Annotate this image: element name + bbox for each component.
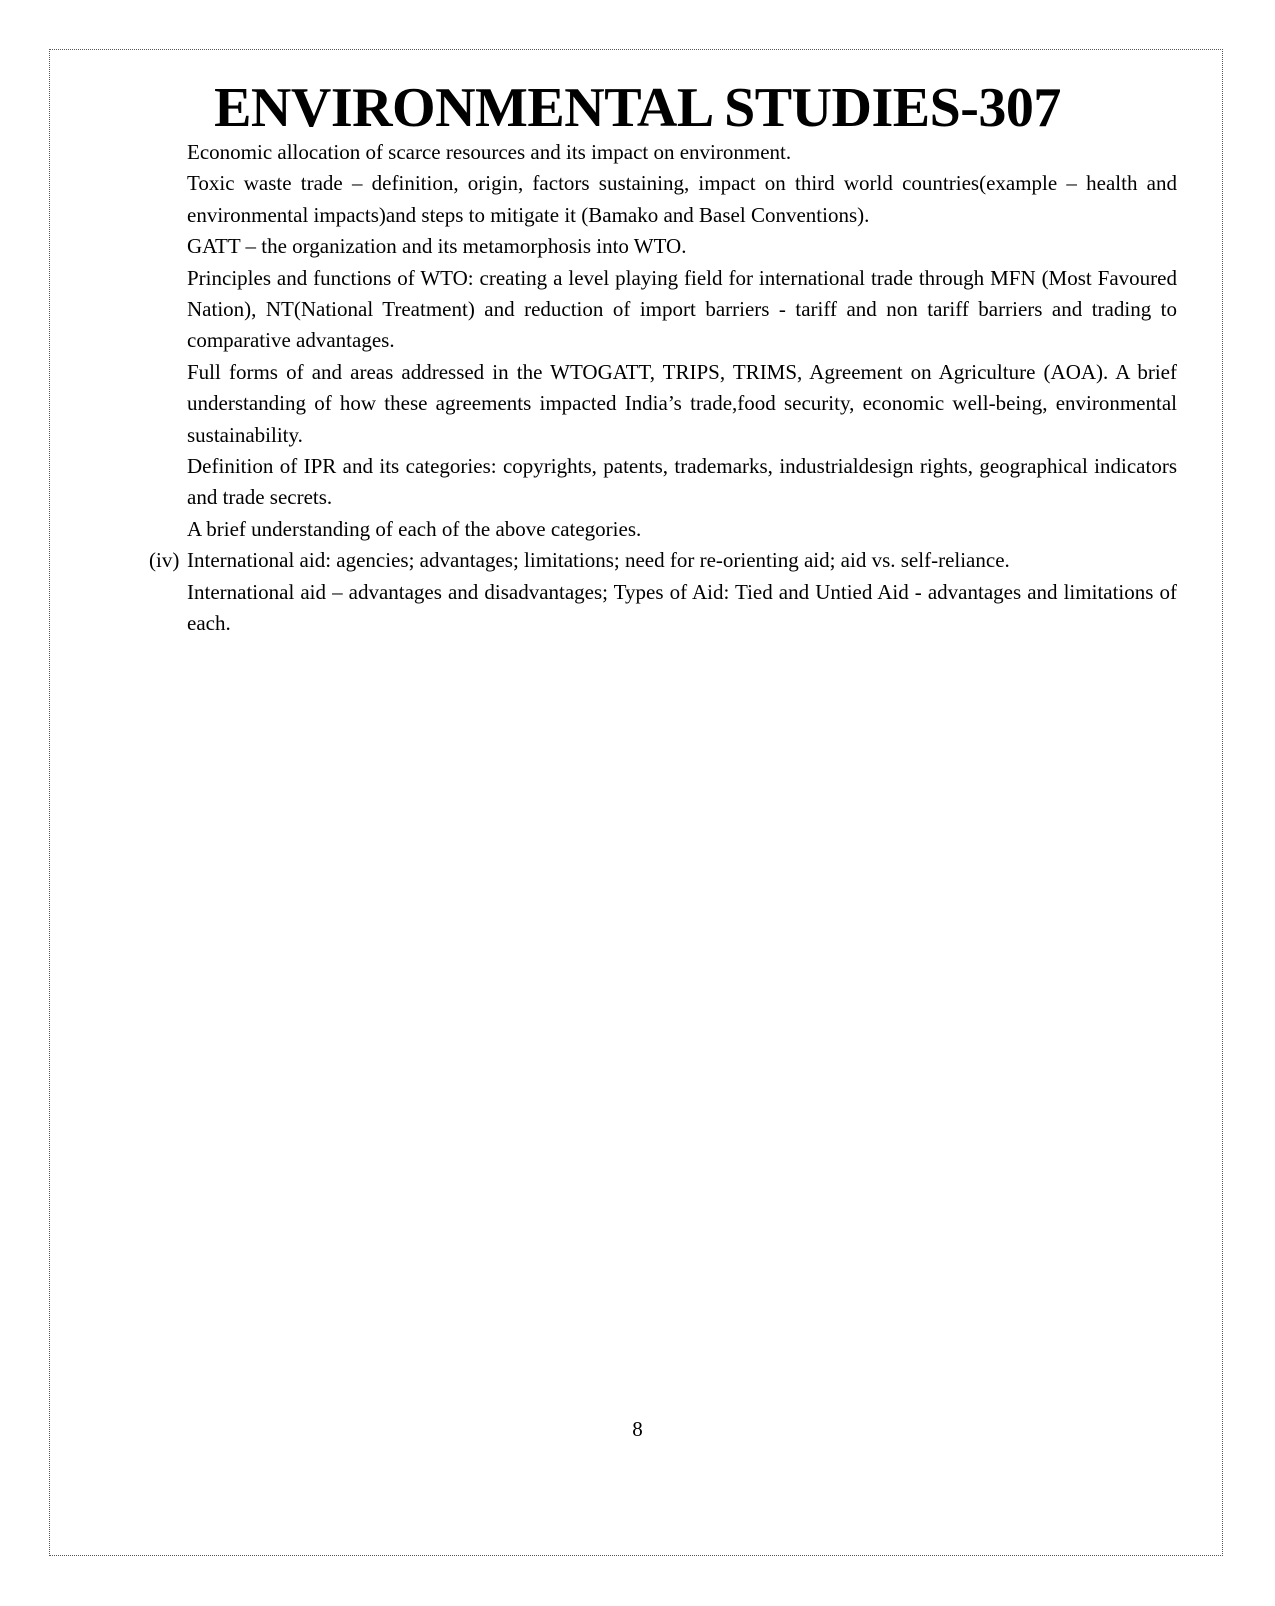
paragraph-ipr-definition: Definition of IPR and its categories: copyrights, patents, trademarks, industrialdesign rights, geographical indicators and trade secrets. — [187, 454, 1177, 510]
list-item-iv — [149, 545, 1177, 576]
paragraph-ipr-categories: A brief understanding of each of the above categories. — [187, 516, 642, 541]
paragraph-aid-types: International aid – advantages and disadvantages; Types of Aid: Tied and Untied Aid - advantages and limitations of each. — [187, 579, 1177, 636]
document-title: ENVIRONMENTAL STUDIES-307 — [214, 77, 1061, 139]
page-number: 8 — [632, 1417, 643, 1441]
paragraph-economic-allocation: Economic allocation of scarce resources and its impact on environment. — [187, 140, 792, 164]
list-marker-iv: (iv) — [149, 548, 180, 573]
document-body — [149, 137, 1177, 640]
paragraph-toxic-waste-trade: Toxic waste trade – definition, origin, factors sustaining, impact on third world countries(example – health and environmental impacts)and steps to mitigate it (Bamako and Basel Conventions). — [187, 171, 1177, 227]
paragraph-international-aid: International aid: agencies; advantages; limitations; need for re-orienting aid; aid vs. self-reliance. — [187, 548, 1010, 573]
paragraph-wto-agreements: Full forms of and areas addressed in the WTOGATT, TRIPS, TRIMS, Agreement on Agriculture (AOA). A brief understanding of how these agreements impacted India’s trade,food security, economic well-being, environmental sustainability. — [187, 359, 1177, 447]
paragraph-wto-principles: Principles and functions of WTO: creating a level playing field for international trade through MFN (Most Favoured Nation), NT(National Treatment) and reduction of import barriers - tariff and non tariff barriers and trading to comparative advantages. — [187, 265, 1177, 353]
paragraph-gatt: GATT – the organization and its metamorphosis into WTO. — [187, 234, 687, 259]
